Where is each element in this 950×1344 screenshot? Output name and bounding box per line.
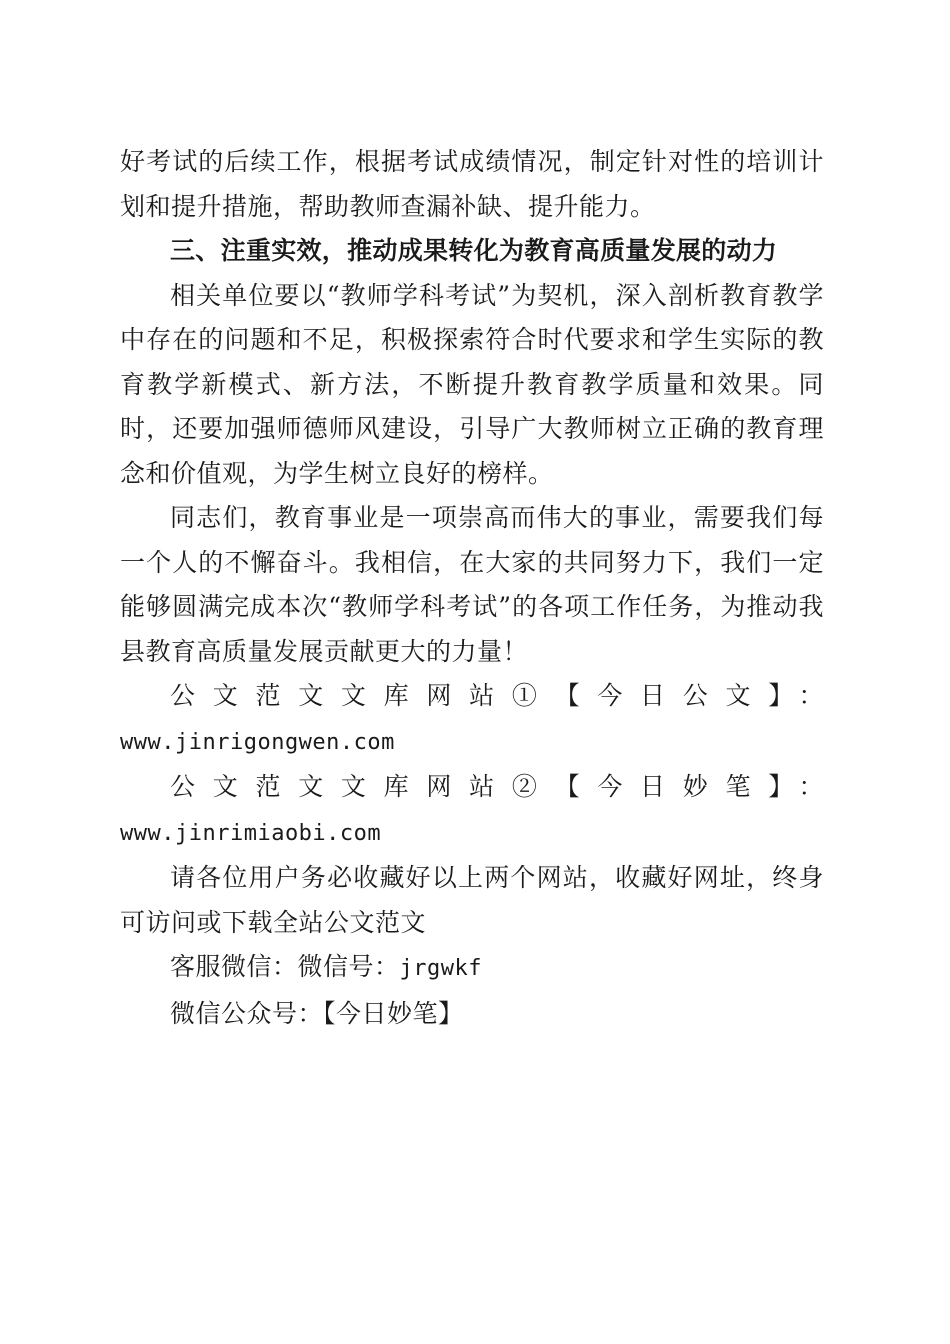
paragraph-continuation: 好考试的后续工作，根据考试成绩情况，制定针对性的培训计划和提升措施，帮助教师查漏补缺、提升能力。 — [120, 147, 824, 221]
footer-site-2-url[interactable]: www.jinrimiaobi.com — [120, 820, 382, 846]
footer-service-id: jrgwkf — [399, 956, 482, 981]
footer-wechat-label: 微信公众号： — [170, 998, 324, 1028]
section-heading-3: 三、注重实效，推动成果转化为教育高质量发展的动力 — [170, 236, 778, 265]
paragraph-closing: 同志们，教育事业是一项崇高而伟大的事业，需要我们每一个人的不懈奋斗。我相信，在大家的共同努力下，我们一定能够圆满完成本次“教师学科考试”的各项工作任务，为推动我县教育高质量发展贡献更大的力量！ — [120, 503, 824, 666]
footer-service-wechat — [120, 945, 824, 992]
footer-site-2 — [120, 765, 824, 856]
footer-site-2-label: 公文范文文库网站②【今日妙笔】： — [170, 772, 824, 801]
footer-wechat-account — [120, 992, 824, 1037]
footer-service-label: 客服微信：微信号： — [170, 952, 400, 981]
paragraph-results: 相关单位要以“教师学科考试”为契机，深入剖析教育教学中存在的问题和不足，积极探索符合时代要求和学生实际的教育教学新模式、新方法，不断提升教育教学质量和效果。同时，还要加强师德师风建设，引导广大教师树立正确的教育理念和价值观，为学生树立良好的榜样。 — [120, 280, 824, 488]
footer-site-1-label: 公文范文文库网站①【今日公文】： — [170, 681, 824, 710]
document-body — [120, 140, 824, 1036]
footer-site-1 — [120, 674, 824, 765]
footer-notice: 请各位用户务必收藏好以上两个网站，收藏好网址，终身可访问或下载全站公文范文 — [120, 863, 824, 937]
footer-site-1-url[interactable]: www.jinrigongwen.com — [120, 729, 395, 755]
footer-wechat-name: 【今日妙笔】 — [323, 998, 464, 1028]
footer-site-1-url-line — [120, 719, 824, 766]
